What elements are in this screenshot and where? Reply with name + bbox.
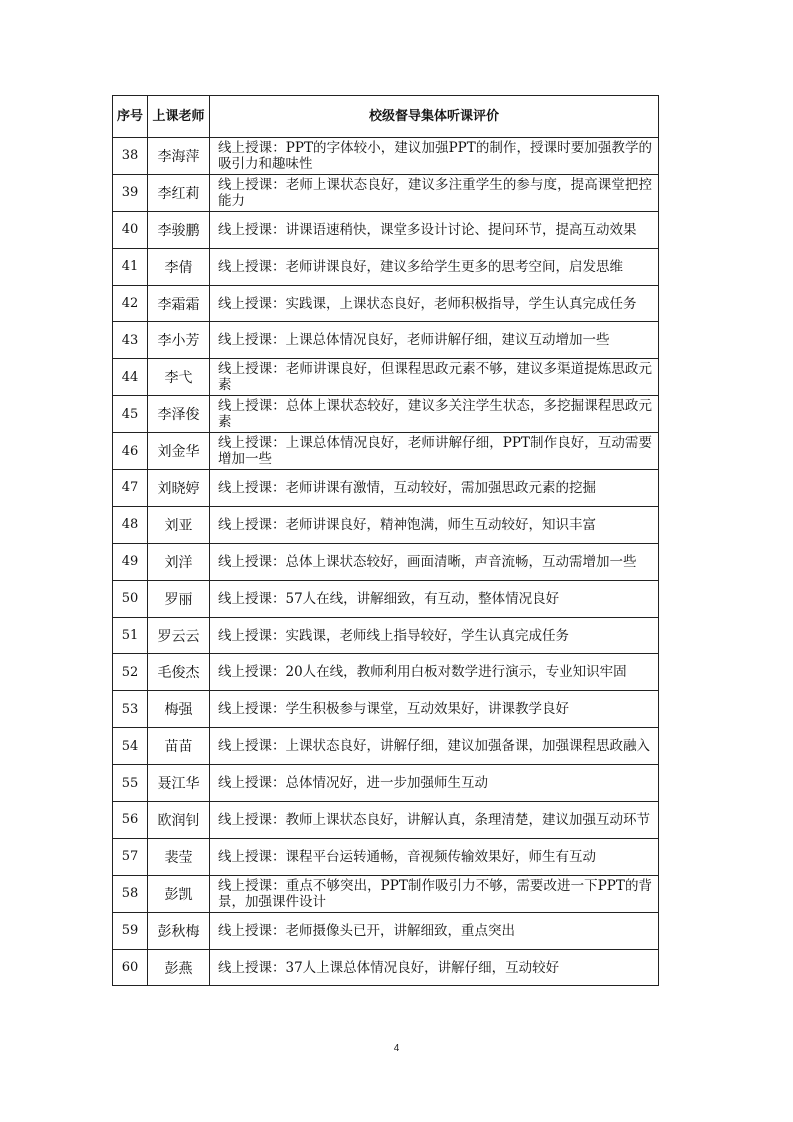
table-row	[113, 138, 659, 175]
row-seq-cell: 55	[113, 765, 148, 802]
row-evaluation-cell: 线上授课：总体上课状态较好，建议多关注学生状态，多挖掘课程思政元素	[210, 396, 659, 433]
table-header	[113, 96, 659, 138]
table-row	[113, 838, 659, 875]
table-row	[113, 654, 659, 691]
row-seq-cell: 39	[113, 174, 148, 211]
row-seq-cell: 49	[113, 543, 148, 580]
row-teacher-cell: 李倩	[148, 248, 210, 285]
row-teacher-cell: 刘金华	[148, 433, 210, 470]
row-seq-cell: 58	[113, 875, 148, 912]
row-teacher-cell: 刘洋	[148, 543, 210, 580]
table-row	[113, 322, 659, 359]
row-seq-cell: 60	[113, 949, 148, 986]
row-seq-cell: 48	[113, 506, 148, 543]
row-seq-cell: 56	[113, 802, 148, 839]
row-seq-cell: 38	[113, 138, 148, 175]
row-evaluation-cell: 线上授课：PPT的字体较小，建议加强PPT的制作，授课时要加强教学的吸引力和趣味性	[210, 138, 659, 175]
table-row	[113, 174, 659, 211]
row-teacher-cell: 罗丽	[148, 580, 210, 617]
row-evaluation-cell: 线上授课：老师摄像头已开，讲解细致，重点突出	[210, 912, 659, 949]
row-teacher-cell: 李红莉	[148, 174, 210, 211]
table-row	[113, 802, 659, 839]
header-teacher: 上课老师	[148, 96, 210, 138]
row-evaluation-cell: 线上授课：学生积极参与课堂，互动效果好，讲课教学良好	[210, 691, 659, 728]
table-row	[113, 617, 659, 654]
row-evaluation-cell: 线上授课：20人在线，教师利用白板对数学进行演示，专业知识牢固	[210, 654, 659, 691]
row-evaluation-cell: 线上授课：57人在线，讲解细致，有互动，整体情况良好	[210, 580, 659, 617]
row-seq-cell: 43	[113, 322, 148, 359]
row-teacher-cell: 李海萍	[148, 138, 210, 175]
table-row	[113, 912, 659, 949]
row-evaluation-cell: 线上授课：37人上课总体情况良好，讲解仔细，互动较好	[210, 949, 659, 986]
row-seq-cell: 57	[113, 838, 148, 875]
row-evaluation-cell: 线上授课：老师讲课良好，建议多给学生更多的思考空间，启发思维	[210, 248, 659, 285]
row-evaluation-cell: 线上授课：重点不够突出，PPT制作吸引力不够，需要改进一下PPT的背景，加强课件设计	[210, 875, 659, 912]
row-evaluation-cell: 线上授课：上课总体情况良好，老师讲解仔细，PPT制作良好，互动需要增加一些	[210, 433, 659, 470]
table-row	[113, 359, 659, 396]
row-evaluation-cell: 线上授课：教师上课状态良好，讲解认真，条理清楚，建议加强互动环节	[210, 802, 659, 839]
row-evaluation-cell: 线上授课：上课状态良好，讲解仔细，建议加强备课，加强课程思政融入	[210, 728, 659, 765]
row-seq-cell: 40	[113, 211, 148, 248]
row-teacher-cell: 刘亚	[148, 506, 210, 543]
row-teacher-cell: 彭凯	[148, 875, 210, 912]
row-seq-cell: 51	[113, 617, 148, 654]
row-seq-cell: 41	[113, 248, 148, 285]
table-row	[113, 396, 659, 433]
row-seq-cell: 59	[113, 912, 148, 949]
table-row	[113, 506, 659, 543]
row-teacher-cell: 刘晓婷	[148, 470, 210, 507]
table-row	[113, 285, 659, 322]
header-seq: 序号	[113, 96, 148, 138]
row-teacher-cell: 欧润钊	[148, 802, 210, 839]
row-evaluation-cell: 线上授课：实践课，上课状态良好，老师积极指导，学生认真完成任务	[210, 285, 659, 322]
row-teacher-cell: 裴莹	[148, 838, 210, 875]
row-teacher-cell: 苗苗	[148, 728, 210, 765]
row-evaluation-cell: 线上授课：课程平台运转通畅，音视频传输效果好，师生有互动	[210, 838, 659, 875]
header-row	[113, 96, 659, 138]
row-teacher-cell: 彭秋梅	[148, 912, 210, 949]
row-evaluation-cell: 线上授课：总体上课状态较好，画面清晰，声音流畅，互动需增加一些	[210, 543, 659, 580]
row-seq-cell: 53	[113, 691, 148, 728]
row-teacher-cell: 李骏鹏	[148, 211, 210, 248]
row-evaluation-cell: 线上授课：总体情况好，进一步加强师生互动	[210, 765, 659, 802]
table-row	[113, 211, 659, 248]
row-evaluation-cell: 线上授课：老师讲课有激情，互动较好，需加强思政元素的挖掘	[210, 470, 659, 507]
table-row	[113, 765, 659, 802]
table-row	[113, 691, 659, 728]
table-row	[113, 543, 659, 580]
row-teacher-cell: 梅强	[148, 691, 210, 728]
row-seq-cell: 42	[113, 285, 148, 322]
row-teacher-cell: 李小芳	[148, 322, 210, 359]
row-seq-cell: 50	[113, 580, 148, 617]
row-seq-cell: 46	[113, 433, 148, 470]
table-row	[113, 433, 659, 470]
row-evaluation-cell: 线上授课：讲课语速稍快，课堂多设计讨论、提问环节，提高互动效果	[210, 211, 659, 248]
table-body	[113, 138, 659, 986]
row-seq-cell: 52	[113, 654, 148, 691]
row-seq-cell: 54	[113, 728, 148, 765]
row-evaluation-cell: 线上授课：老师讲课良好，但课程思政元素不够，建议多渠道提炼思政元素	[210, 359, 659, 396]
row-seq-cell: 45	[113, 396, 148, 433]
header-evaluation: 校级督导集体听课评价	[210, 96, 659, 138]
row-teacher-cell: 彭燕	[148, 949, 210, 986]
row-teacher-cell: 李泽俊	[148, 396, 210, 433]
page-number: 4	[393, 1043, 400, 1054]
table-row	[113, 470, 659, 507]
table-row	[113, 949, 659, 986]
evaluation-table	[112, 95, 659, 986]
row-teacher-cell: 李弋	[148, 359, 210, 396]
row-teacher-cell: 聂江华	[148, 765, 210, 802]
row-evaluation-cell: 线上授课：实践课，老师线上指导较好，学生认真完成任务	[210, 617, 659, 654]
table-row	[113, 248, 659, 285]
table-row	[113, 580, 659, 617]
row-teacher-cell: 毛俊杰	[148, 654, 210, 691]
table-row	[113, 875, 659, 912]
table-row	[113, 728, 659, 765]
row-seq-cell: 47	[113, 470, 148, 507]
row-seq-cell: 44	[113, 359, 148, 396]
row-evaluation-cell: 线上授课：老师讲课良好，精神饱满，师生互动较好，知识丰富	[210, 506, 659, 543]
row-evaluation-cell: 线上授课：老师上课状态良好，建议多注重学生的参与度，提高课堂把控能力	[210, 174, 659, 211]
row-evaluation-cell: 线上授课：上课总体情况良好，老师讲解仔细，建议互动增加一些	[210, 322, 659, 359]
row-teacher-cell: 罗云云	[148, 617, 210, 654]
row-teacher-cell: 李霜霜	[148, 285, 210, 322]
